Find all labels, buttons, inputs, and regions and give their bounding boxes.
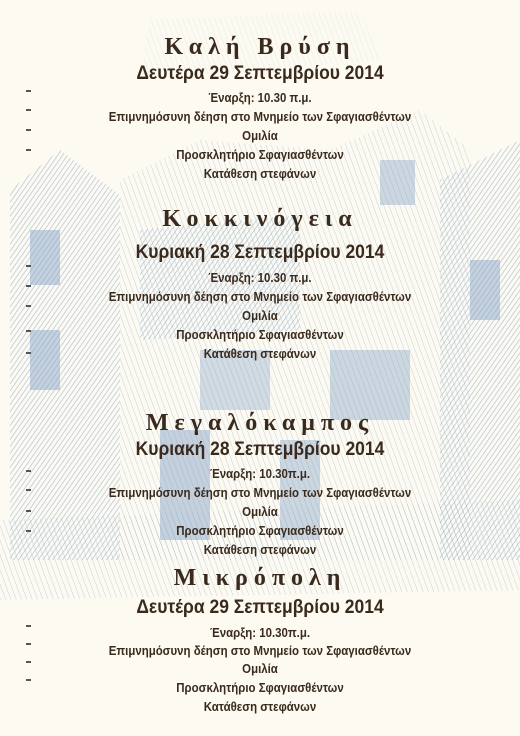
event-date: Κυριακή 28 Σεπτεμβρίου 2014 xyxy=(135,242,385,263)
event-item: Επιμνημόσυνη δέηση στο Μνημείο των Σφαγιασθέντων xyxy=(108,109,412,124)
event-item: Κατάθεση στεφάνων xyxy=(203,346,317,361)
event-item: Προσκλητήριο Σφαγιασθέντων xyxy=(176,327,344,342)
event-start-time: Έναρξη: 10.30π.μ. xyxy=(209,625,311,640)
event-item: Κατάθεση στεφάνων xyxy=(203,166,317,181)
event-date: Κυριακή 28 Σεπτεμβρίου 2014 xyxy=(135,439,385,460)
event-item: Επιμνημόσυνη δέηση στο Μνημείο των Σφαγιασθέντων xyxy=(108,643,412,658)
event-date: Δευτέρα 29 Σεπτεμβρίου 2014 xyxy=(136,597,384,618)
event-item: Ομιλία xyxy=(242,308,278,323)
event-item: Προσκλητήριο Σφαγιασθέντων xyxy=(176,147,344,162)
event-place: Καλή Βρύση xyxy=(164,34,356,60)
event-start-time: Έναρξη: 10.30 π.μ. xyxy=(208,270,312,285)
event-start-time: Έναρξη: 10.30 π.μ. xyxy=(208,90,312,105)
event-item: Κατάθεση στεφάνων xyxy=(203,542,317,557)
event-item: Προσκλητήριο Σφαγιασθέντων xyxy=(176,680,344,695)
event-item: Κατάθεση στεφάνων xyxy=(203,699,317,714)
event-place: Μεγαλόκαμπος xyxy=(145,410,375,436)
event-item: Επιμνημόσυνη δέηση στο Μνημείο των Σφαγιασθέντων xyxy=(108,485,412,500)
event-item: Επιμνημόσυνη δέηση στο Μνημείο των Σφαγιασθέντων xyxy=(108,289,412,304)
event-item: Ομιλία xyxy=(242,504,278,519)
event-place: Μικρόπολη xyxy=(173,565,347,591)
event-date: Δευτέρα 29 Σεπτεμβρίου 2014 xyxy=(136,63,384,84)
event-item: Ομιλία xyxy=(242,128,278,143)
event-start-time: Έναρξη: 10.30π.μ. xyxy=(209,466,311,481)
event-place: Κοκκινόγεια xyxy=(162,206,358,232)
event-item: Ομιλία xyxy=(242,661,278,676)
event-item: Προσκλητήριο Σφαγιασθέντων xyxy=(176,523,344,538)
